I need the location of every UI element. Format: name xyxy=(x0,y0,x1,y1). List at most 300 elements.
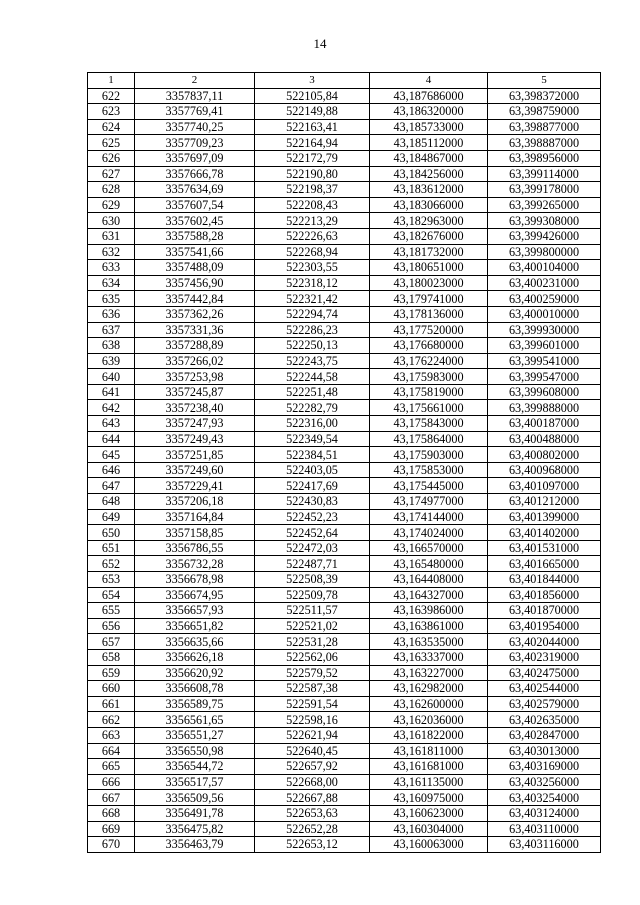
point-number-cell: 639 xyxy=(88,353,135,369)
x-coordinate-cell: 3356475,82 xyxy=(135,821,255,837)
longitude-cell: 63,403254000 xyxy=(488,790,601,806)
x-coordinate-cell: 3356551,27 xyxy=(135,727,255,743)
point-number-cell: 650 xyxy=(88,525,135,541)
x-coordinate-cell: 3357266,02 xyxy=(135,353,255,369)
point-number-cell: 665 xyxy=(88,759,135,775)
point-number-cell: 659 xyxy=(88,665,135,681)
x-coordinate-cell: 3357164,84 xyxy=(135,509,255,525)
longitude-cell: 63,399178000 xyxy=(488,182,601,198)
y-coordinate-cell: 522268,94 xyxy=(255,244,370,260)
x-coordinate-cell: 3357362,26 xyxy=(135,306,255,322)
y-coordinate-cell: 522653,12 xyxy=(255,837,370,853)
point-number-cell: 648 xyxy=(88,494,135,510)
latitude-cell: 43,176224000 xyxy=(370,353,488,369)
longitude-cell: 63,398956000 xyxy=(488,150,601,166)
table-row xyxy=(88,166,601,182)
table-header-row xyxy=(88,73,601,89)
point-number-cell: 667 xyxy=(88,790,135,806)
x-coordinate-cell: 3357245,87 xyxy=(135,384,255,400)
latitude-cell: 43,161135000 xyxy=(370,774,488,790)
table-row xyxy=(88,416,601,432)
y-coordinate-cell: 522417,69 xyxy=(255,478,370,494)
latitude-cell: 43,174977000 xyxy=(370,494,488,510)
x-coordinate-cell: 3357158,85 xyxy=(135,525,255,541)
point-number-cell: 653 xyxy=(88,572,135,588)
latitude-cell: 43,175983000 xyxy=(370,369,488,385)
table-row xyxy=(88,119,601,135)
y-coordinate-cell: 522164,94 xyxy=(255,135,370,151)
longitude-cell: 63,403169000 xyxy=(488,759,601,775)
y-coordinate-cell: 522472,03 xyxy=(255,540,370,556)
latitude-cell: 43,177520000 xyxy=(370,322,488,338)
x-coordinate-cell: 3356635,66 xyxy=(135,634,255,650)
x-coordinate-cell: 3357331,36 xyxy=(135,322,255,338)
latitude-cell: 43,187686000 xyxy=(370,88,488,104)
table-row xyxy=(88,135,601,151)
latitude-cell: 43,185733000 xyxy=(370,119,488,135)
x-coordinate-cell: 3357238,40 xyxy=(135,400,255,416)
table-row xyxy=(88,696,601,712)
longitude-cell: 63,399800000 xyxy=(488,244,601,260)
x-coordinate-cell: 3356463,79 xyxy=(135,837,255,853)
point-number-cell: 656 xyxy=(88,618,135,634)
y-coordinate-cell: 522226,63 xyxy=(255,228,370,244)
table-row xyxy=(88,400,601,416)
longitude-cell: 63,403124000 xyxy=(488,805,601,821)
x-coordinate-cell: 3357837,11 xyxy=(135,88,255,104)
y-coordinate-cell: 522591,54 xyxy=(255,696,370,712)
longitude-cell: 63,401856000 xyxy=(488,587,601,603)
latitude-cell: 43,175445000 xyxy=(370,478,488,494)
longitude-cell: 63,403013000 xyxy=(488,743,601,759)
point-number-cell: 622 xyxy=(88,88,135,104)
latitude-cell: 43,162036000 xyxy=(370,712,488,728)
latitude-cell: 43,179741000 xyxy=(370,291,488,307)
latitude-cell: 43,178136000 xyxy=(370,306,488,322)
y-coordinate-cell: 522384,51 xyxy=(255,447,370,463)
longitude-cell: 63,402044000 xyxy=(488,634,601,650)
longitude-cell: 63,400259000 xyxy=(488,291,601,307)
x-coordinate-cell: 3356674,95 xyxy=(135,587,255,603)
point-number-cell: 632 xyxy=(88,244,135,260)
longitude-cell: 63,399601000 xyxy=(488,338,601,354)
x-coordinate-cell: 3357253,98 xyxy=(135,369,255,385)
latitude-cell: 43,161822000 xyxy=(370,727,488,743)
point-number-cell: 628 xyxy=(88,182,135,198)
point-number-cell: 627 xyxy=(88,166,135,182)
point-number-cell: 630 xyxy=(88,213,135,229)
y-coordinate-cell: 522105,84 xyxy=(255,88,370,104)
x-coordinate-cell: 3357249,60 xyxy=(135,462,255,478)
x-coordinate-cell: 3357666,78 xyxy=(135,166,255,182)
y-coordinate-cell: 522668,00 xyxy=(255,774,370,790)
table-row xyxy=(88,478,601,494)
table-row xyxy=(88,88,601,104)
longitude-cell: 63,399930000 xyxy=(488,322,601,338)
longitude-cell: 63,400968000 xyxy=(488,462,601,478)
latitude-cell: 43,184256000 xyxy=(370,166,488,182)
point-number-cell: 654 xyxy=(88,587,135,603)
page-number: 14 xyxy=(313,36,327,51)
column-header-4: 4 xyxy=(370,73,488,89)
point-number-cell: 636 xyxy=(88,306,135,322)
y-coordinate-cell: 522198,37 xyxy=(255,182,370,198)
longitude-cell: 63,400488000 xyxy=(488,431,601,447)
longitude-cell: 63,403110000 xyxy=(488,821,601,837)
y-coordinate-cell: 522251,48 xyxy=(255,384,370,400)
longitude-cell: 63,402319000 xyxy=(488,649,601,665)
y-coordinate-cell: 522208,43 xyxy=(255,197,370,213)
x-coordinate-cell: 3357442,84 xyxy=(135,291,255,307)
longitude-cell: 63,401402000 xyxy=(488,525,601,541)
table-row xyxy=(88,197,601,213)
x-coordinate-cell: 3357588,28 xyxy=(135,228,255,244)
table-row xyxy=(88,244,601,260)
y-coordinate-cell: 522321,42 xyxy=(255,291,370,307)
point-number-cell: 649 xyxy=(88,509,135,525)
latitude-cell: 43,162982000 xyxy=(370,681,488,697)
longitude-cell: 63,399547000 xyxy=(488,369,601,385)
y-coordinate-cell: 522653,63 xyxy=(255,805,370,821)
y-coordinate-cell: 522286,23 xyxy=(255,322,370,338)
x-coordinate-cell: 3356651,82 xyxy=(135,618,255,634)
point-number-cell: 652 xyxy=(88,556,135,572)
table-row xyxy=(88,837,601,853)
y-coordinate-cell: 522509,78 xyxy=(255,587,370,603)
x-coordinate-cell: 3357251,85 xyxy=(135,447,255,463)
longitude-cell: 63,399888000 xyxy=(488,400,601,416)
longitude-cell: 63,399308000 xyxy=(488,213,601,229)
x-coordinate-cell: 3357488,09 xyxy=(135,260,255,276)
y-coordinate-cell: 522172,79 xyxy=(255,150,370,166)
x-coordinate-cell: 3357456,90 xyxy=(135,275,255,291)
latitude-cell: 43,182676000 xyxy=(370,228,488,244)
longitude-cell: 63,401531000 xyxy=(488,540,601,556)
longitude-cell: 63,401870000 xyxy=(488,603,601,619)
longitude-cell: 63,401954000 xyxy=(488,618,601,634)
latitude-cell: 43,165480000 xyxy=(370,556,488,572)
longitude-cell: 63,398877000 xyxy=(488,119,601,135)
x-coordinate-cell: 3357697,09 xyxy=(135,150,255,166)
longitude-cell: 63,400802000 xyxy=(488,447,601,463)
x-coordinate-cell: 3357206,18 xyxy=(135,494,255,510)
latitude-cell: 43,175853000 xyxy=(370,462,488,478)
latitude-cell: 43,163337000 xyxy=(370,649,488,665)
y-coordinate-cell: 522163,41 xyxy=(255,119,370,135)
y-coordinate-cell: 522521,02 xyxy=(255,618,370,634)
y-coordinate-cell: 522303,55 xyxy=(255,260,370,276)
longitude-cell: 63,400104000 xyxy=(488,260,601,276)
longitude-cell: 63,403256000 xyxy=(488,774,601,790)
longitude-cell: 63,402635000 xyxy=(488,712,601,728)
table-body xyxy=(88,88,601,852)
point-number-cell: 664 xyxy=(88,743,135,759)
point-number-cell: 629 xyxy=(88,197,135,213)
longitude-cell: 63,402847000 xyxy=(488,727,601,743)
table-row xyxy=(88,587,601,603)
x-coordinate-cell: 3357602,45 xyxy=(135,213,255,229)
longitude-cell: 63,402544000 xyxy=(488,681,601,697)
longitude-cell: 63,401097000 xyxy=(488,478,601,494)
table-row xyxy=(88,572,601,588)
y-coordinate-cell: 522430,83 xyxy=(255,494,370,510)
point-number-cell: 655 xyxy=(88,603,135,619)
point-number-cell: 645 xyxy=(88,447,135,463)
x-coordinate-cell: 3356561,65 xyxy=(135,712,255,728)
table-row xyxy=(88,727,601,743)
y-coordinate-cell: 522487,71 xyxy=(255,556,370,572)
latitude-cell: 43,186320000 xyxy=(370,104,488,120)
table-row xyxy=(88,182,601,198)
latitude-cell: 43,174144000 xyxy=(370,509,488,525)
latitude-cell: 43,185112000 xyxy=(370,135,488,151)
table-row xyxy=(88,634,601,650)
y-coordinate-cell: 522587,38 xyxy=(255,681,370,697)
y-coordinate-cell: 522640,45 xyxy=(255,743,370,759)
y-coordinate-cell: 522579,52 xyxy=(255,665,370,681)
y-coordinate-cell: 522667,88 xyxy=(255,790,370,806)
table-row xyxy=(88,275,601,291)
longitude-cell: 63,402579000 xyxy=(488,696,601,712)
x-coordinate-cell: 3357740,25 xyxy=(135,119,255,135)
column-header-3: 3 xyxy=(255,73,370,89)
y-coordinate-cell: 522213,29 xyxy=(255,213,370,229)
table-row xyxy=(88,509,601,525)
table-row xyxy=(88,774,601,790)
point-number-cell: 661 xyxy=(88,696,135,712)
x-coordinate-cell: 3357769,41 xyxy=(135,104,255,120)
latitude-cell: 43,180023000 xyxy=(370,275,488,291)
latitude-cell: 43,181732000 xyxy=(370,244,488,260)
point-number-cell: 624 xyxy=(88,119,135,135)
table-row xyxy=(88,649,601,665)
latitude-cell: 43,175819000 xyxy=(370,384,488,400)
table-row xyxy=(88,494,601,510)
table-row xyxy=(88,540,601,556)
y-coordinate-cell: 522508,39 xyxy=(255,572,370,588)
longitude-cell: 63,401844000 xyxy=(488,572,601,588)
point-number-cell: 642 xyxy=(88,400,135,416)
latitude-cell: 43,164327000 xyxy=(370,587,488,603)
point-number-cell: 625 xyxy=(88,135,135,151)
x-coordinate-cell: 3357288,89 xyxy=(135,338,255,354)
table-row xyxy=(88,150,601,166)
y-coordinate-cell: 522403,05 xyxy=(255,462,370,478)
latitude-cell: 43,180651000 xyxy=(370,260,488,276)
y-coordinate-cell: 522250,13 xyxy=(255,338,370,354)
latitude-cell: 43,184867000 xyxy=(370,150,488,166)
table-row xyxy=(88,790,601,806)
x-coordinate-cell: 3356608,78 xyxy=(135,681,255,697)
latitude-cell: 43,163986000 xyxy=(370,603,488,619)
table-row xyxy=(88,603,601,619)
point-number-cell: 662 xyxy=(88,712,135,728)
table-row xyxy=(88,665,601,681)
point-number-cell: 668 xyxy=(88,805,135,821)
x-coordinate-cell: 3357247,93 xyxy=(135,416,255,432)
y-coordinate-cell: 522149,88 xyxy=(255,104,370,120)
y-coordinate-cell: 522621,94 xyxy=(255,727,370,743)
table-row xyxy=(88,462,601,478)
y-coordinate-cell: 522452,23 xyxy=(255,509,370,525)
point-number-cell: 660 xyxy=(88,681,135,697)
latitude-cell: 43,163535000 xyxy=(370,634,488,650)
latitude-cell: 43,161681000 xyxy=(370,759,488,775)
x-coordinate-cell: 3356620,92 xyxy=(135,665,255,681)
y-coordinate-cell: 522511,57 xyxy=(255,603,370,619)
table-row xyxy=(88,618,601,634)
longitude-cell: 63,398759000 xyxy=(488,104,601,120)
latitude-cell: 43,163227000 xyxy=(370,665,488,681)
latitude-cell: 43,183612000 xyxy=(370,182,488,198)
x-coordinate-cell: 3357541,66 xyxy=(135,244,255,260)
table-row xyxy=(88,681,601,697)
latitude-cell: 43,161811000 xyxy=(370,743,488,759)
y-coordinate-cell: 522243,75 xyxy=(255,353,370,369)
coordinates-table xyxy=(87,72,601,853)
table-row xyxy=(88,759,601,775)
latitude-cell: 43,183066000 xyxy=(370,197,488,213)
table-row xyxy=(88,104,601,120)
x-coordinate-cell: 3356678,98 xyxy=(135,572,255,588)
y-coordinate-cell: 522452,64 xyxy=(255,525,370,541)
x-coordinate-cell: 3357709,23 xyxy=(135,135,255,151)
y-coordinate-cell: 522316,00 xyxy=(255,416,370,432)
point-number-cell: 666 xyxy=(88,774,135,790)
latitude-cell: 43,160063000 xyxy=(370,837,488,853)
longitude-cell: 63,398887000 xyxy=(488,135,601,151)
point-number-cell: 634 xyxy=(88,275,135,291)
longitude-cell: 63,402475000 xyxy=(488,665,601,681)
latitude-cell: 43,175843000 xyxy=(370,416,488,432)
point-number-cell: 631 xyxy=(88,228,135,244)
longitude-cell: 63,400010000 xyxy=(488,306,601,322)
point-number-cell: 651 xyxy=(88,540,135,556)
longitude-cell: 63,401665000 xyxy=(488,556,601,572)
point-number-cell: 641 xyxy=(88,384,135,400)
point-number-cell: 640 xyxy=(88,369,135,385)
y-coordinate-cell: 522190,80 xyxy=(255,166,370,182)
table-row xyxy=(88,556,601,572)
x-coordinate-cell: 3356491,78 xyxy=(135,805,255,821)
y-coordinate-cell: 522562,06 xyxy=(255,649,370,665)
point-number-cell: 657 xyxy=(88,634,135,650)
point-number-cell: 658 xyxy=(88,649,135,665)
table-row xyxy=(88,369,601,385)
x-coordinate-cell: 3356732,28 xyxy=(135,556,255,572)
latitude-cell: 43,175661000 xyxy=(370,400,488,416)
longitude-cell: 63,398372000 xyxy=(488,88,601,104)
point-number-cell: 669 xyxy=(88,821,135,837)
point-number-cell: 670 xyxy=(88,837,135,853)
table-row xyxy=(88,338,601,354)
longitude-cell: 63,403116000 xyxy=(488,837,601,853)
column-header-1: 1 xyxy=(88,73,135,89)
latitude-cell: 43,164408000 xyxy=(370,572,488,588)
point-number-cell: 643 xyxy=(88,416,135,432)
longitude-cell: 63,399541000 xyxy=(488,353,601,369)
latitude-cell: 43,175903000 xyxy=(370,447,488,463)
longitude-cell: 63,401212000 xyxy=(488,494,601,510)
longitude-cell: 63,399265000 xyxy=(488,197,601,213)
table-row xyxy=(88,712,601,728)
table-row xyxy=(88,306,601,322)
table-row xyxy=(88,743,601,759)
point-number-cell: 635 xyxy=(88,291,135,307)
latitude-cell: 43,162600000 xyxy=(370,696,488,712)
point-number-cell: 637 xyxy=(88,322,135,338)
x-coordinate-cell: 3356550,98 xyxy=(135,743,255,759)
table-row xyxy=(88,525,601,541)
y-coordinate-cell: 522531,28 xyxy=(255,634,370,650)
latitude-cell: 43,182963000 xyxy=(370,213,488,229)
table-row xyxy=(88,260,601,276)
x-coordinate-cell: 3357229,41 xyxy=(135,478,255,494)
table-row xyxy=(88,447,601,463)
x-coordinate-cell: 3357249,43 xyxy=(135,431,255,447)
table-row xyxy=(88,291,601,307)
table-row xyxy=(88,322,601,338)
x-coordinate-cell: 3356589,75 xyxy=(135,696,255,712)
table-row xyxy=(88,431,601,447)
y-coordinate-cell: 522349,54 xyxy=(255,431,370,447)
table-row xyxy=(88,805,601,821)
y-coordinate-cell: 522318,12 xyxy=(255,275,370,291)
longitude-cell: 63,401399000 xyxy=(488,509,601,525)
y-coordinate-cell: 522282,79 xyxy=(255,400,370,416)
point-number-cell: 646 xyxy=(88,462,135,478)
y-coordinate-cell: 522244,58 xyxy=(255,369,370,385)
latitude-cell: 43,175864000 xyxy=(370,431,488,447)
longitude-cell: 63,400187000 xyxy=(488,416,601,432)
table-row xyxy=(88,384,601,400)
longitude-cell: 63,399114000 xyxy=(488,166,601,182)
longitude-cell: 63,399608000 xyxy=(488,384,601,400)
x-coordinate-cell: 3357607,54 xyxy=(135,197,255,213)
latitude-cell: 43,160304000 xyxy=(370,821,488,837)
latitude-cell: 43,166570000 xyxy=(370,540,488,556)
table-row xyxy=(88,228,601,244)
x-coordinate-cell: 3356509,56 xyxy=(135,790,255,806)
x-coordinate-cell: 3356786,55 xyxy=(135,540,255,556)
y-coordinate-cell: 522294,74 xyxy=(255,306,370,322)
x-coordinate-cell: 3356517,57 xyxy=(135,774,255,790)
y-coordinate-cell: 522598,16 xyxy=(255,712,370,728)
y-coordinate-cell: 522657,92 xyxy=(255,759,370,775)
point-number-cell: 644 xyxy=(88,431,135,447)
column-header-5: 5 xyxy=(488,73,601,89)
point-number-cell: 638 xyxy=(88,338,135,354)
x-coordinate-cell: 3356657,93 xyxy=(135,603,255,619)
point-number-cell: 626 xyxy=(88,150,135,166)
table-row xyxy=(88,821,601,837)
x-coordinate-cell: 3357634,69 xyxy=(135,182,255,198)
point-number-cell: 633 xyxy=(88,260,135,276)
x-coordinate-cell: 3356626,18 xyxy=(135,649,255,665)
latitude-cell: 43,176680000 xyxy=(370,338,488,354)
latitude-cell: 43,160975000 xyxy=(370,790,488,806)
table-row xyxy=(88,213,601,229)
x-coordinate-cell: 3356544,72 xyxy=(135,759,255,775)
point-number-cell: 647 xyxy=(88,478,135,494)
y-coordinate-cell: 522652,28 xyxy=(255,821,370,837)
longitude-cell: 63,400231000 xyxy=(488,275,601,291)
column-header-2: 2 xyxy=(135,73,255,89)
point-number-cell: 663 xyxy=(88,727,135,743)
point-number-cell: 623 xyxy=(88,104,135,120)
latitude-cell: 43,174024000 xyxy=(370,525,488,541)
latitude-cell: 43,160623000 xyxy=(370,805,488,821)
